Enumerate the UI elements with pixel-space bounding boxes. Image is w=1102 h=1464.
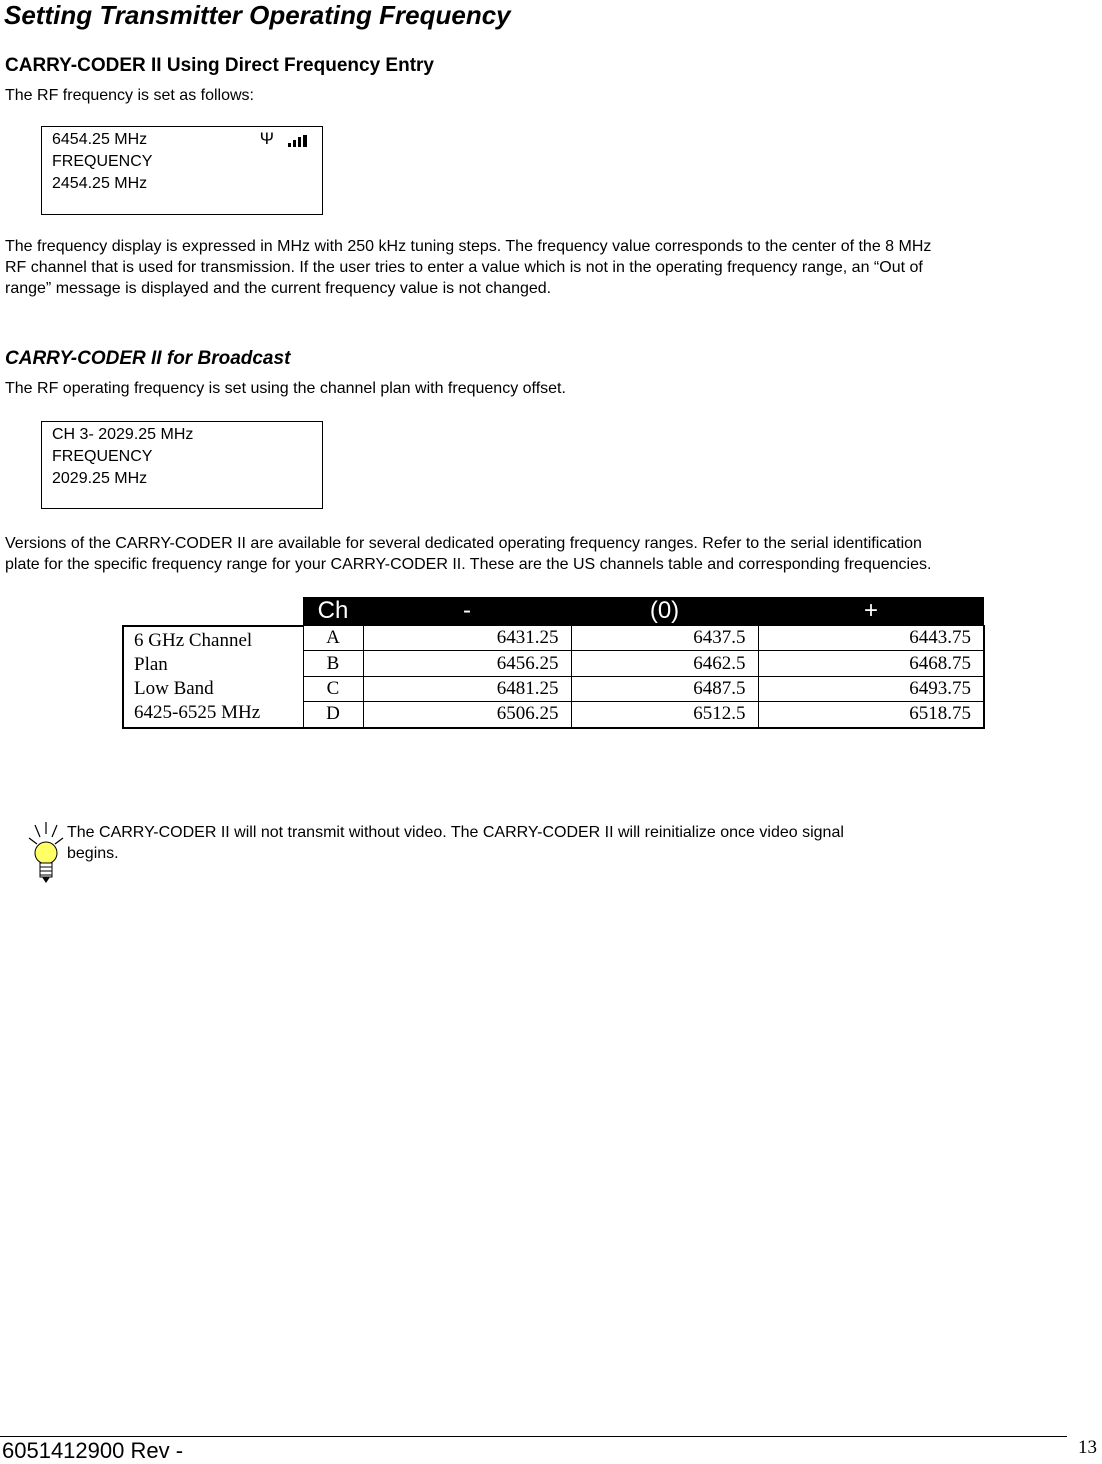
frequency-display-broadcast [41, 421, 323, 509]
text-line: RF channel that is used for transmission. If the user tries to enter a value which is not in the operating frequency range, an “Out of [5, 259, 923, 276]
plan-label-line: Plan [134, 653, 168, 675]
column-header-minus: - [363, 597, 571, 626]
direct-entry-description [5, 236, 1102, 299]
channel-plan-label [123, 626, 303, 728]
freq-minus-cell: 6456.25 [363, 651, 571, 676]
note-text [67, 822, 844, 864]
column-header-ch: Ch [303, 597, 363, 626]
plan-label-line: 6 GHz Channel [134, 629, 253, 651]
display-line-3: 2454.25 MHz [52, 175, 148, 192]
display-line-1: 6454.25 MHz [52, 131, 148, 148]
freq-zero-cell: 6462.5 [571, 651, 758, 676]
text-line: Versions of the CARRY-CODER II are available for several dedicated operating frequency ranges. Refer to the serial identification [5, 535, 922, 552]
note-line: The CARRY-CODER II will not transmit without video. The CARRY-CODER II will reinitialize once video signal [67, 824, 844, 841]
table-row [123, 626, 984, 651]
lightbulb-icon [26, 820, 66, 890]
table-header-row [123, 597, 984, 626]
freq-plus-cell: 6493.75 [758, 676, 984, 701]
freq-minus-cell: 6481.25 [363, 676, 571, 701]
section-heading-broadcast: CARRY-CODER II for Broadcast [5, 348, 291, 369]
freq-zero-cell: 6512.5 [571, 702, 758, 728]
note-line: begins. [67, 845, 119, 862]
text-line: range” message is displayed and the current frequency value is not changed. [5, 280, 552, 297]
channel-frequency-table [122, 597, 985, 729]
channel-cell: C [303, 676, 363, 701]
display-line-2: FREQUENCY [52, 153, 153, 170]
frequency-display-direct [41, 126, 323, 215]
section-heading-direct-entry: CARRY-CODER II Using Direct Frequency Entry [5, 55, 434, 76]
page-number: 13 [1078, 1437, 1097, 1458]
channel-cell: D [303, 702, 363, 728]
signal-strength-icon [288, 135, 308, 147]
footer-divider [0, 1436, 1067, 1437]
doc-number: 6051412900 Rev - [2, 1438, 184, 1463]
text-line: plate for the specific frequency range for your CARRY-CODER II. These are the US channels table and corresponding frequencies. [5, 556, 932, 573]
display-line-2: FREQUENCY [52, 448, 153, 465]
freq-plus-cell: 6443.75 [758, 626, 984, 651]
freq-zero-cell: 6487.5 [571, 676, 758, 701]
section-intro-broadcast: The RF operating frequency is set using the channel plan with frequency offset. [5, 380, 566, 397]
plan-label-line: 6425-6525 MHz [134, 701, 261, 723]
column-header-zero: (0) [571, 597, 758, 626]
channel-cell: B [303, 651, 363, 676]
broadcast-description [5, 533, 1102, 575]
freq-plus-cell: 6518.75 [758, 702, 984, 728]
freq-minus-cell: 6506.25 [363, 702, 571, 728]
freq-plus-cell: 6468.75 [758, 651, 984, 676]
section-intro-direct-entry: The RF frequency is set as follows: [5, 87, 254, 104]
page-title: Setting Transmitter Operating Frequency [4, 0, 511, 30]
display-line-1: CH 3- 2029.25 MHz [52, 426, 194, 443]
antenna-icon: Ψ [259, 129, 274, 148]
text-line: The frequency display is expressed in MHz with 250 kHz tuning steps. The frequency value corresponds to the center of the 8 MHz [5, 238, 932, 255]
display-line-3: 2029.25 MHz [52, 470, 148, 487]
channel-cell: A [303, 626, 363, 651]
column-header-plus: + [758, 597, 984, 626]
freq-zero-cell: 6437.5 [571, 626, 758, 651]
plan-label-line: Low Band [134, 677, 214, 699]
freq-minus-cell: 6431.25 [363, 626, 571, 651]
table-header-spacer [123, 597, 303, 626]
